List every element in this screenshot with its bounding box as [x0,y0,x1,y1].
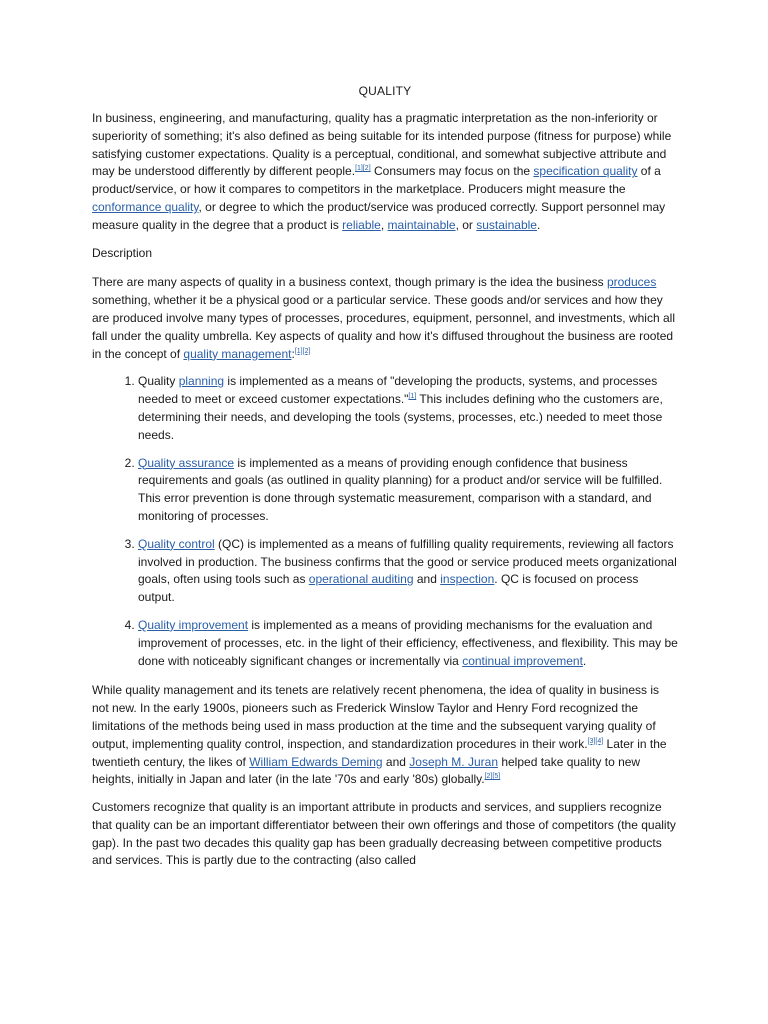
citation-link[interactable]: [1] [355,165,363,173]
link-maintainable[interactable]: maintainable [387,217,456,232]
text-run: Customers recognize that quality is an important attribute in products and services, and suppliers recognize that quality can be an important differentiator between their own offerings and those of competitors (the quality gap). In the past two decades this quality gap has been gradually decreasing between competitive products and services. This is partly due to the contracting (also called [92,800,676,868]
text-run: , [380,217,388,232]
text-run: helped take quality to new heights, initially in Japan and later (in the late '70s and early '80s) globally. [92,754,641,787]
citation-link[interactable]: [2] [484,773,493,781]
citation-link[interactable]: [1] [294,347,303,355]
text-run: . [536,217,541,232]
text-run: , or degree to which the product/service was produced correctly. Support personnel may measure quality in the degree that a product is [92,199,666,232]
link-reliable[interactable]: reliable [342,217,381,232]
link-produces[interactable]: produces [606,275,657,290]
link-planning[interactable]: planning [178,374,225,389]
citation [295,348,311,355]
quality-management-list [92,373,678,670]
link-quality-improvement[interactable]: Quality improvement [138,617,249,632]
text-run: . [582,653,587,668]
text-run: and [413,572,441,587]
citation-link[interactable]: [5] [492,773,501,781]
text-run: : [291,346,295,361]
link-specification-quality[interactable]: specification quality [533,164,638,179]
link-conformance-quality[interactable]: conformance quality [92,199,199,214]
link-quality-management[interactable]: quality management [183,346,292,361]
text-run: something, whether it be a physical good or a particular service. These goods and/or services and how they are produced involve many types of processes, procedures, equipment, personnel, and investments, which all fall under the quality umbrella. Key aspects of quality and how it's diffused throughout the business are rooted in the concept of [92,293,675,361]
link-continual-improvement[interactable]: continual improvement [462,653,583,668]
link-operational-auditing[interactable]: operational auditing [308,572,414,587]
citation-link[interactable]: [2] [362,165,371,173]
document-title: QUALITY [358,84,412,98]
citation-link[interactable]: [4] [595,737,604,745]
intro-paragraph [92,110,678,235]
link-william-edwards-deming[interactable]: William Edwards Deming [249,754,383,769]
section-heading-description: Description [92,245,153,260]
text-run: and [382,754,410,769]
citation-link[interactable]: [1] [408,393,417,401]
link-joseph-m-juran[interactable]: Joseph M. Juran [409,754,498,769]
list-item [138,617,678,670]
text-run: Quality [138,374,179,389]
list-item [138,373,678,444]
text-run: In business, engineering, and manufacturing, quality has a pragmatic interpretation as the non-inferiority or superiority of something; it's also defined as being suitable for its intended purpose (fitness for purpose) while satisfying customer expectations. Quality is a perceptual, conditional, and somewhat subjective attribute and may be understood differently by different people. [92,111,672,179]
text-run: There are many aspects of quality in a business context, though primary is the idea the business [92,275,607,290]
citation [485,773,501,780]
text-run: This includes defining who the customers are, determining their needs, and developing the tools (systems, processes, etc.) needed to meet those needs. [138,392,663,442]
link-quality-control[interactable]: Quality control [138,536,215,551]
text-run: . QC is focused on process output. [138,572,639,605]
citation-link[interactable]: [2] [302,347,311,355]
text-run: Later in the twentieth century, the likes of [92,736,667,769]
history-paragraph [92,682,678,789]
list-item [138,536,678,607]
text-run: is implemented as a means of "developing the products, systems, and processes needed to meet or exceed customer expectations." [138,374,658,407]
text-run: is implemented as a means of providing enough confidence that business requirements and goals (as outlined in quality planning) for a product and/or service will be fulfilled. This error prevention is done through systematic measurement, comparison with a standard, and monitoring of processes. [138,455,663,523]
text-run: of a product/service, or how it compares to competitors in the marketplace. Producers might measure the [92,164,661,197]
customers-paragraph [92,799,678,870]
description-paragraph [92,274,678,363]
text-run: Consumers may focus on the [370,164,534,179]
citation [355,165,371,172]
link-inspection[interactable]: inspection [440,572,495,587]
text-run: is implemented as a means of providing mechanisms for the evaluation and improvement of processes, etc. in the light of their efficiency, effectiveness, and flexibility. This may be done with noticeably significant changes or incrementally via [138,617,678,668]
link-quality-assurance[interactable]: Quality assurance [138,455,235,470]
link-sustainable[interactable]: sustainable [476,217,537,232]
list-item [138,455,678,526]
text-run: , or [455,217,477,232]
citation-link[interactable]: [3] [587,737,596,745]
text-run: While quality management and its tenets are relatively recent phenomena, the idea of quality in business is not new. In the early 1900s, pioneers such as Frederick Winslow Taylor and Henry Ford recognized the limitations of the methods being used in mass production at the time and the subsequent varying quality of output, implementing quality control, inspection, and standardization procedures in their work. [92,683,659,751]
citation [588,738,604,745]
text-run: (QC) is implemented as a means of fulfilling quality requirements, reviewing all factors involved in production. The business confirms that the good or service produced meets organizational goals, often using tools such as [138,536,677,587]
